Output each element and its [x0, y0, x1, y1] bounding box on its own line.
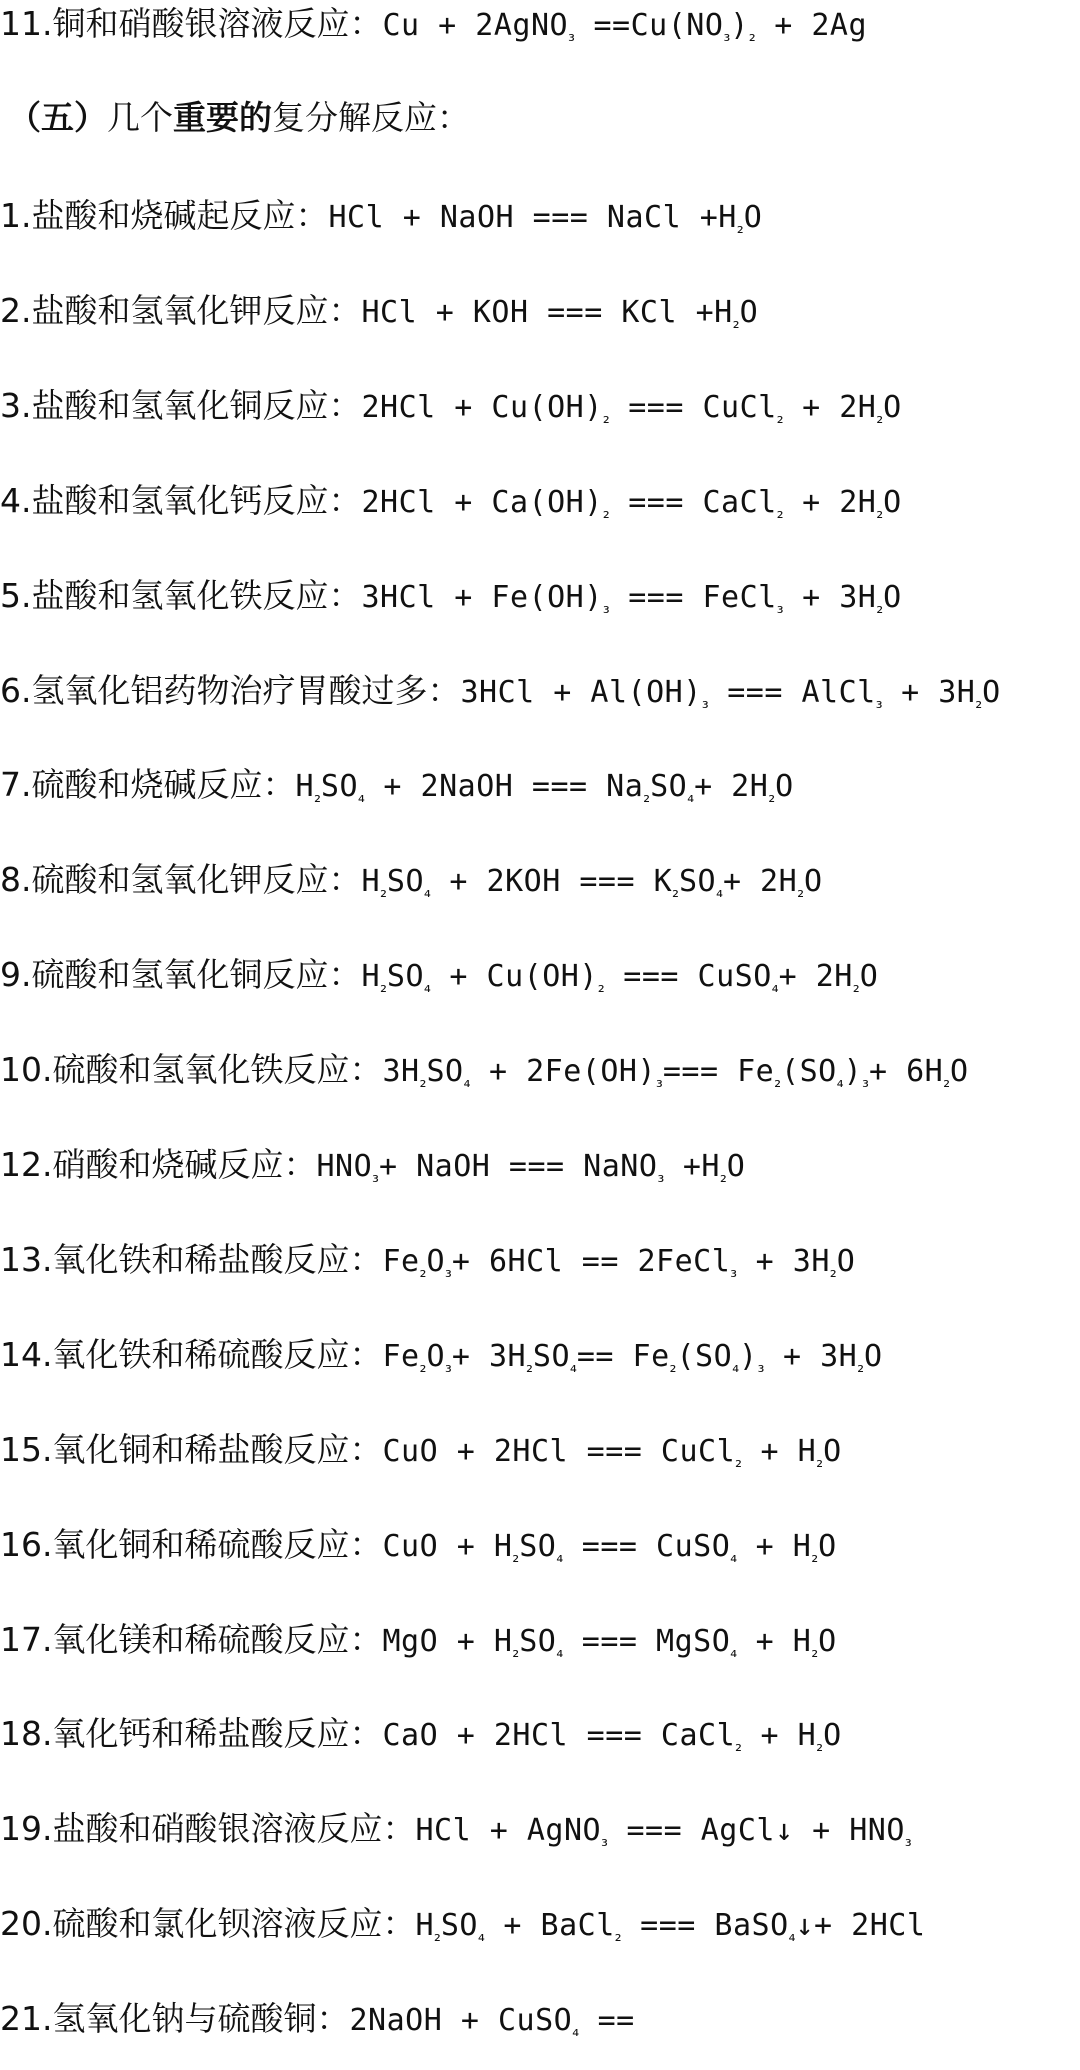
reaction-title: 硫酸和氯化钡溶液反应：	[52, 1904, 416, 1943]
reaction-line	[0, 765, 794, 805]
reaction-title: 铜和硝酸银溶液反应：	[52, 4, 383, 43]
reaction-title: 氢氧化铝药物治疗胃酸过多：	[31, 671, 461, 710]
reaction-number: 5.	[0, 576, 32, 615]
reaction-title: 氧化钙和稀盐酸反应：	[52, 1714, 383, 1753]
reaction-number: 1.	[0, 196, 32, 235]
heading-text-part3: 复分解反应：	[272, 98, 470, 137]
reaction-number: 7.	[0, 765, 32, 804]
reaction-title: 盐酸和氢氧化铜反应：	[31, 386, 362, 425]
reaction-number: 15.	[0, 1430, 53, 1469]
reaction-line	[0, 1904, 925, 1944]
reaction-title: 氧化铁和稀盐酸反应：	[52, 1240, 383, 1279]
reaction-formula: $2HCl + Ca(OH)_{_2}$ === CaCl$_{_2}$ + $2H_{_2}O$	[361, 485, 902, 523]
reaction-line-11	[0, 4, 867, 44]
reaction-number: 18.	[0, 1714, 53, 1753]
reaction-number: 8.	[0, 860, 32, 899]
reaction-title: 氧化镁和稀硫酸反应：	[52, 1620, 383, 1659]
reaction-number: 4.	[0, 481, 32, 520]
heading-section-number: 五	[41, 98, 74, 137]
reaction-line	[0, 1145, 745, 1185]
reaction-formula: $Fe_{_2}O_{_3}+ 3H_{_2}SO_{_4}== Fe_{_2}(SO_{_4})_{_3} + 3H_{_2}O$	[382, 1339, 883, 1377]
bottom-right-fade	[640, 2000, 1080, 2070]
heading-text-part1: 几个	[107, 98, 173, 137]
heading-open-paren: （	[8, 98, 41, 137]
reaction-line	[0, 481, 902, 521]
reaction-title: 盐酸和氢氧化钾反应：	[31, 291, 362, 330]
reaction-line	[0, 955, 878, 995]
reaction-title: 硫酸和烧碱反应：	[31, 765, 296, 804]
reaction-formula: 2NaOH + CuSO$_{_4}$ ==	[349, 2003, 635, 2041]
reaction-line	[0, 1809, 912, 1849]
reaction-number: 2.	[0, 291, 32, 330]
reaction-formula: $H_{_2}SO_{_4} + 2KOH$ === $K_{_2}SO_{_4}+ 2H_{_2}O$	[361, 864, 823, 902]
reaction-line	[0, 386, 902, 426]
reaction-number: 16.	[0, 1525, 53, 1564]
section-heading	[8, 98, 470, 138]
reaction-formula: $H_{_2}SO_{_4}$ + 2NaOH === $Na_{_2}SO_{_4}+ 2H_{_2}O$	[295, 769, 794, 807]
reaction-formula: $2HCl + Cu(OH)_{_2}$ === CuCl$_{_2}$ + $2H_{_2}O$	[361, 390, 902, 428]
reaction-number: 12.	[0, 1145, 53, 1184]
reaction-formula: $Fe_{_2}O_{_3}+ 6HCl$ == 2FeCl$_{_3}$ + $3H_{_2}O$	[382, 1244, 856, 1282]
reaction-formula: HCl + AgNO$_{_3}$ === AgCl↓ + $HNO_{_3}$	[415, 1813, 912, 1851]
reaction-formula: CuO + 2HCl === CuCl$_{_2}$ + $H_{_2}O$	[382, 1434, 842, 1472]
reaction-line	[0, 1430, 842, 1470]
reaction-formula: HCl + NaOH === NaCl $+H_{_2}O$	[328, 200, 763, 238]
reaction-title: 硫酸和氢氧化铜反应：	[31, 955, 362, 994]
reaction-line	[0, 671, 1001, 711]
reaction-formula: MgO + $H_{_2}SO_{_4}$ === MgSO$_{_4}$ + $H_{_2}O$	[382, 1624, 837, 1662]
reaction-title: 氧化铁和稀硫酸反应：	[52, 1335, 383, 1374]
reaction-line	[0, 1999, 635, 2039]
reaction-formula: $3H_{_2}SO_{_4} + 2Fe(OH)_{_3}=== Fe_{_2}(SO_{_4})_{_3}+ 6H_{_2}O$	[382, 1054, 969, 1092]
reaction-line	[0, 1335, 883, 1375]
reaction-line	[0, 291, 758, 331]
reaction-formula: HCl + KOH === KCl $+H_{_2}O$	[361, 295, 759, 333]
reaction-line	[0, 576, 902, 616]
reaction-line	[0, 196, 762, 236]
reaction-formula: $H_{_2}SO_{_4}$ + BaCl$_{_2}$ === BaSO$_{_4}$↓+ 2HCl	[415, 1908, 926, 1946]
reaction-title: 硝酸和烧碱反应：	[52, 1145, 317, 1184]
reaction-title: 盐酸和硝酸银溶液反应：	[52, 1809, 416, 1848]
reaction-title: 氢氧化钠与硫酸铜：	[52, 1999, 350, 2038]
reaction-title: 盐酸和烧碱起反应：	[31, 196, 329, 235]
reaction-formula: $3HCl + Al(OH)_{_3}$ === AlCl$_{_3}$ + $3H_{_2}O$	[460, 675, 1001, 713]
reaction-number: 6.	[0, 671, 32, 710]
reaction-number: 9.	[0, 955, 32, 994]
reaction-formula: $3HCl + Fe(OH)_{_3}$ === FeCl$_{_3}$ + $3H_{_2}O$	[361, 580, 902, 618]
reaction-title: 盐酸和氢氧化钙反应：	[31, 481, 362, 520]
reaction-line	[0, 1714, 842, 1754]
reaction-number: 20.	[0, 1904, 53, 1943]
reaction-title: 氧化铜和稀硫酸反应：	[52, 1525, 383, 1564]
reaction-title: 硫酸和氢氧化钾反应：	[31, 860, 362, 899]
reaction-line	[0, 1240, 855, 1280]
reaction-formula: CuO + $H_{_2}SO_{_4}$ === CuSO$_{_4}$ + $H_{_2}O$	[382, 1529, 837, 1567]
reaction-number: 3.	[0, 386, 32, 425]
heading-close-paren: ）	[74, 98, 107, 137]
reaction-line	[0, 1050, 969, 1090]
reaction-number: 10.	[0, 1050, 53, 1089]
reaction-formula: $HNO_{_3}+$ NaOH === NaNO$_{_3}$ $+H_{_2}O$	[316, 1149, 746, 1187]
heading-text-emphasis: 重要的	[173, 98, 272, 137]
reaction-line	[0, 1620, 837, 1660]
reaction-title: 氧化铜和稀盐酸反应：	[52, 1430, 383, 1469]
reaction-number: 11.	[0, 4, 53, 43]
reaction-line	[0, 1525, 837, 1565]
reaction-title: 盐酸和氢氧化铁反应：	[31, 576, 362, 615]
reaction-formula: CaO + 2HCl === CaCl$_{_2}$ + $H_{_2}O$	[382, 1718, 842, 1756]
reaction-number: 21.	[0, 1999, 53, 2038]
reaction-formula: $H_{_2}SO_{_4} + Cu(OH)_{_2}$ === CuSO$_{_4}$+ $2H_{_2}O$	[361, 959, 879, 997]
reaction-number: 17.	[0, 1620, 53, 1659]
reaction-number: 14.	[0, 1335, 53, 1374]
reaction-line	[0, 860, 823, 900]
reaction-number: 19.	[0, 1809, 53, 1848]
reaction-number: 13.	[0, 1240, 53, 1279]
reaction-formula: Cu + 2AgNO$_{_3}$ $==Cu(NO_{_3})_{_2} + 2Ag$	[382, 8, 868, 46]
reaction-title: 硫酸和氢氧化铁反应：	[52, 1050, 383, 1089]
